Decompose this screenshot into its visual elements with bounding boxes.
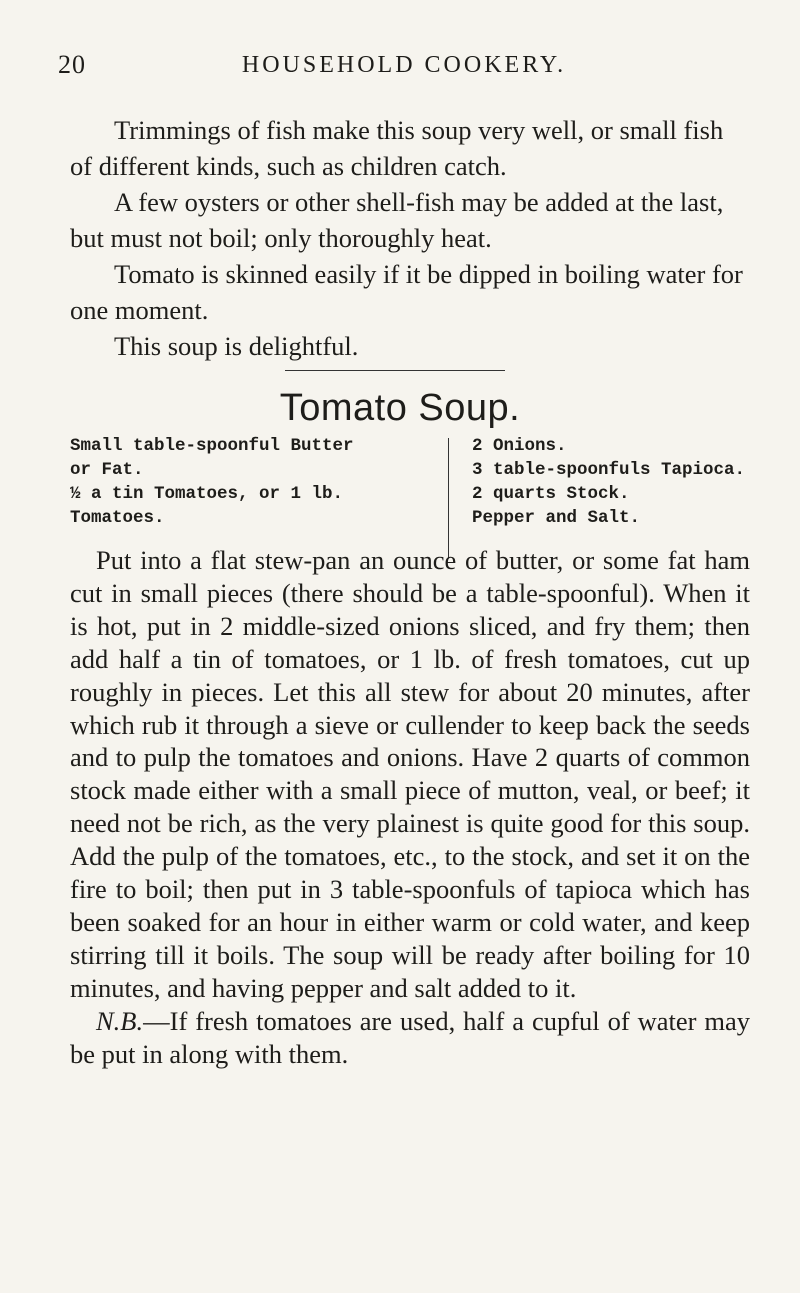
ingredient-line: Tomatoes. [70, 508, 165, 528]
recipe-method [70, 544, 750, 1071]
intro-paragraph: Trimmings of fish make this soup very well, or small fish of different kinds, such as children catch. [70, 115, 724, 181]
ingredient-line: or Fat. [70, 460, 144, 480]
intro-paragraph: Tomato is skinned easily if it be dipped in boiling water for one moment. [70, 259, 743, 325]
note-paragraph [70, 1005, 750, 1071]
ingredients-divider [448, 438, 449, 558]
page-header [58, 50, 750, 90]
page-number: 20 [58, 50, 86, 79]
method-paragraph: Put into a flat stew-pan an ounce of butter, or some fat ham cut in small pieces (there should be a table-spoonful). When it is hot, put in 2 middle-sized onions sliced, and fry them; then add half a tin of tomatoes, or 1 lb. of fresh tomatoes, cut up roughly in pieces. Let this all stew for about 20 minutes, after which rub it through a sieve or cullender to keep back the seeds and to pulp the tomatoes and onions. Have 2 quarts of common stock made either with a small piece of mutton, veal, or beef; it need not be rich, as the very plainest is quite good for this soup. Add the pulp of the tomatoes, etc., to the stock, and set it on the fire to boil; then put in 3 table-spoonfuls of tapioca which has been soaked for an hour in either warm or cold water, and keep stirring till it boils. The soup will be ready after boiling for 10 minutes, and having pepper and salt added to it. [70, 545, 750, 1003]
running-title: HOUSEHOLD COOKERY. [241, 52, 567, 78]
ingredient-line: 2 quarts Stock. [472, 484, 630, 504]
recipe-title: Tomato Soup. [279, 387, 521, 429]
intro-paragraph: This soup is delightful. [114, 331, 359, 361]
ingredient-line: Small table-spoonful Butter [70, 436, 354, 456]
ingredient-line: ½ a tin Tomatoes, or 1 lb. [70, 484, 344, 504]
section-divider [285, 370, 505, 371]
intro-paragraph: A few oysters or other shell-fish may be added at the last, but must not boil; only thoroughly heat. [70, 187, 724, 253]
ingredient-line: 2 Onions. [472, 436, 567, 456]
intro-text [70, 112, 750, 364]
ingredients-left-column [70, 434, 400, 530]
note-text: —If fresh tomatoes are used, half a cupful of water may be put in along with them. [70, 1005, 750, 1069]
ingredients-right-column [472, 434, 762, 530]
ingredient-line: Pepper and Salt. [472, 508, 641, 528]
ingredient-line: 3 table-spoonfuls Tapioca. [472, 460, 746, 480]
note-label: N.B. [96, 1005, 144, 1036]
